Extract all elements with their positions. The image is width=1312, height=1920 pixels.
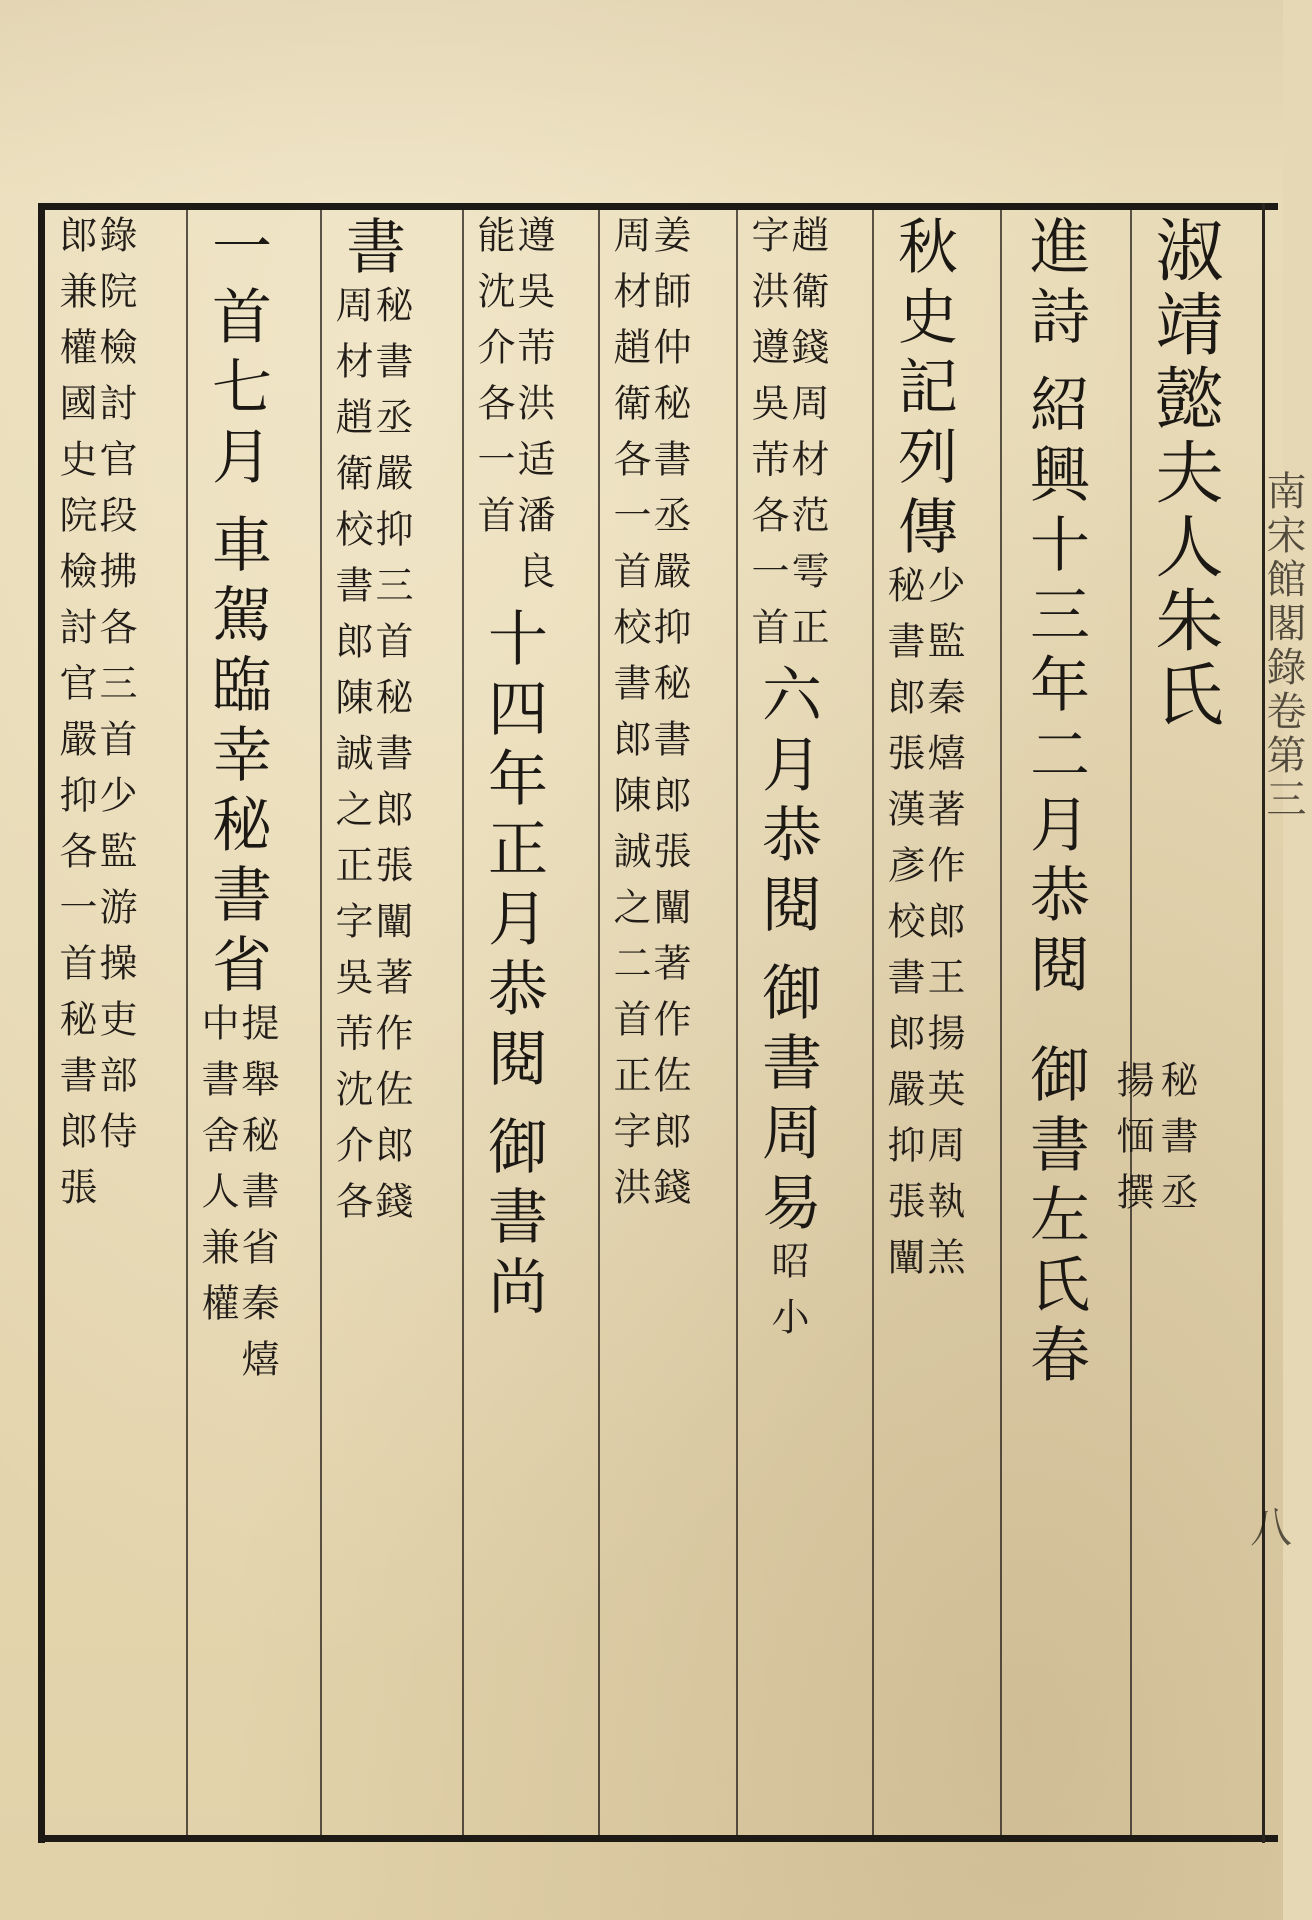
main-text: 御書周易 [752, 961, 822, 1241]
main-text: 七月 [202, 355, 272, 495]
frame-border-right [1262, 203, 1265, 1843]
main-text: 進詩 [1020, 215, 1090, 355]
title-text: 淑靖懿夫人朱氏 [1144, 215, 1223, 733]
annotation-note: 提舉秘書省秦熺 中書舍人兼權 [195, 1003, 279, 1395]
text-column-4 [744, 215, 830, 1830]
main-text: 一首 [202, 215, 272, 355]
annotation-note: 錄院檢討官段拂各三首少監游操吏部侍 郎兼權國史院檢討官嚴抑各一首秘書郎張 [53, 215, 137, 1223]
annotation-note: 少監秦熺著作郎王揚英周執羔 秘書郎張漢彥校書郎嚴抑張闡 [881, 565, 965, 1293]
main-text: 秋史記列傳 [888, 215, 958, 565]
frame-border-left [38, 203, 45, 1843]
text-column-8 [194, 215, 280, 1830]
column-rule [736, 210, 738, 1835]
annotation-note: 遵吳芾洪适潘良 能沈介各一首 [471, 215, 555, 607]
annotation-note: 趙衛錢周材范雩正 字洪遵吳芾各一首 [745, 215, 829, 663]
main-text: 六月恭閱 [752, 663, 822, 943]
main-text: 車駕臨幸秘書省 [202, 513, 272, 1003]
author-note-line-1: 秘書丞 [1154, 1060, 1198, 1228]
margin-side-title: 南宋館閣錄卷第三 [1260, 470, 1306, 822]
annotation-note: 秘書丞嚴抑三首秘書郎張闡著作佐郎錢 周材趙衛校書郎陳誠之正字吳芾沈介各 [329, 285, 413, 1237]
text-column-1 [1140, 215, 1226, 1830]
text-column-2 [1012, 215, 1098, 1830]
column-rule [1000, 210, 1002, 1835]
text-column-9 [52, 215, 138, 1830]
column-rule [1130, 210, 1132, 1835]
column-rule [186, 210, 188, 1835]
author-note-line-2: 揚愐撰 [1110, 1060, 1154, 1228]
annotation-note: 昭小 [765, 1241, 809, 1353]
text-column-5 [606, 215, 692, 1830]
text-column-7 [328, 215, 414, 1830]
column-rule [462, 210, 464, 1835]
folio-number: 八 [1250, 1503, 1293, 1552]
frame-border-bottom [38, 1835, 1278, 1842]
main-text: 紹興十三年二月恭閱 [1020, 373, 1090, 1003]
author-note [1112, 1060, 1196, 1228]
main-text: 書 [336, 215, 406, 285]
annotation-note: 姜師仲秘書丞嚴抑秘書郎張闡著作佐郎錢 周材趙衛各一首校書郎陳誠之二首正字洪 [607, 215, 691, 1223]
column-rule [598, 210, 600, 1835]
text-column-3 [880, 215, 966, 1830]
column-rule [872, 210, 874, 1835]
column-rule [320, 210, 322, 1835]
main-text: 御書尚 [478, 1115, 548, 1325]
main-text: 十四年正月恭閱 [478, 607, 548, 1097]
main-text: 御書左氏春 [1020, 1043, 1090, 1393]
frame-border-top [38, 203, 1278, 210]
paper-stain [0, 0, 1283, 200]
text-column-6 [470, 215, 556, 1830]
